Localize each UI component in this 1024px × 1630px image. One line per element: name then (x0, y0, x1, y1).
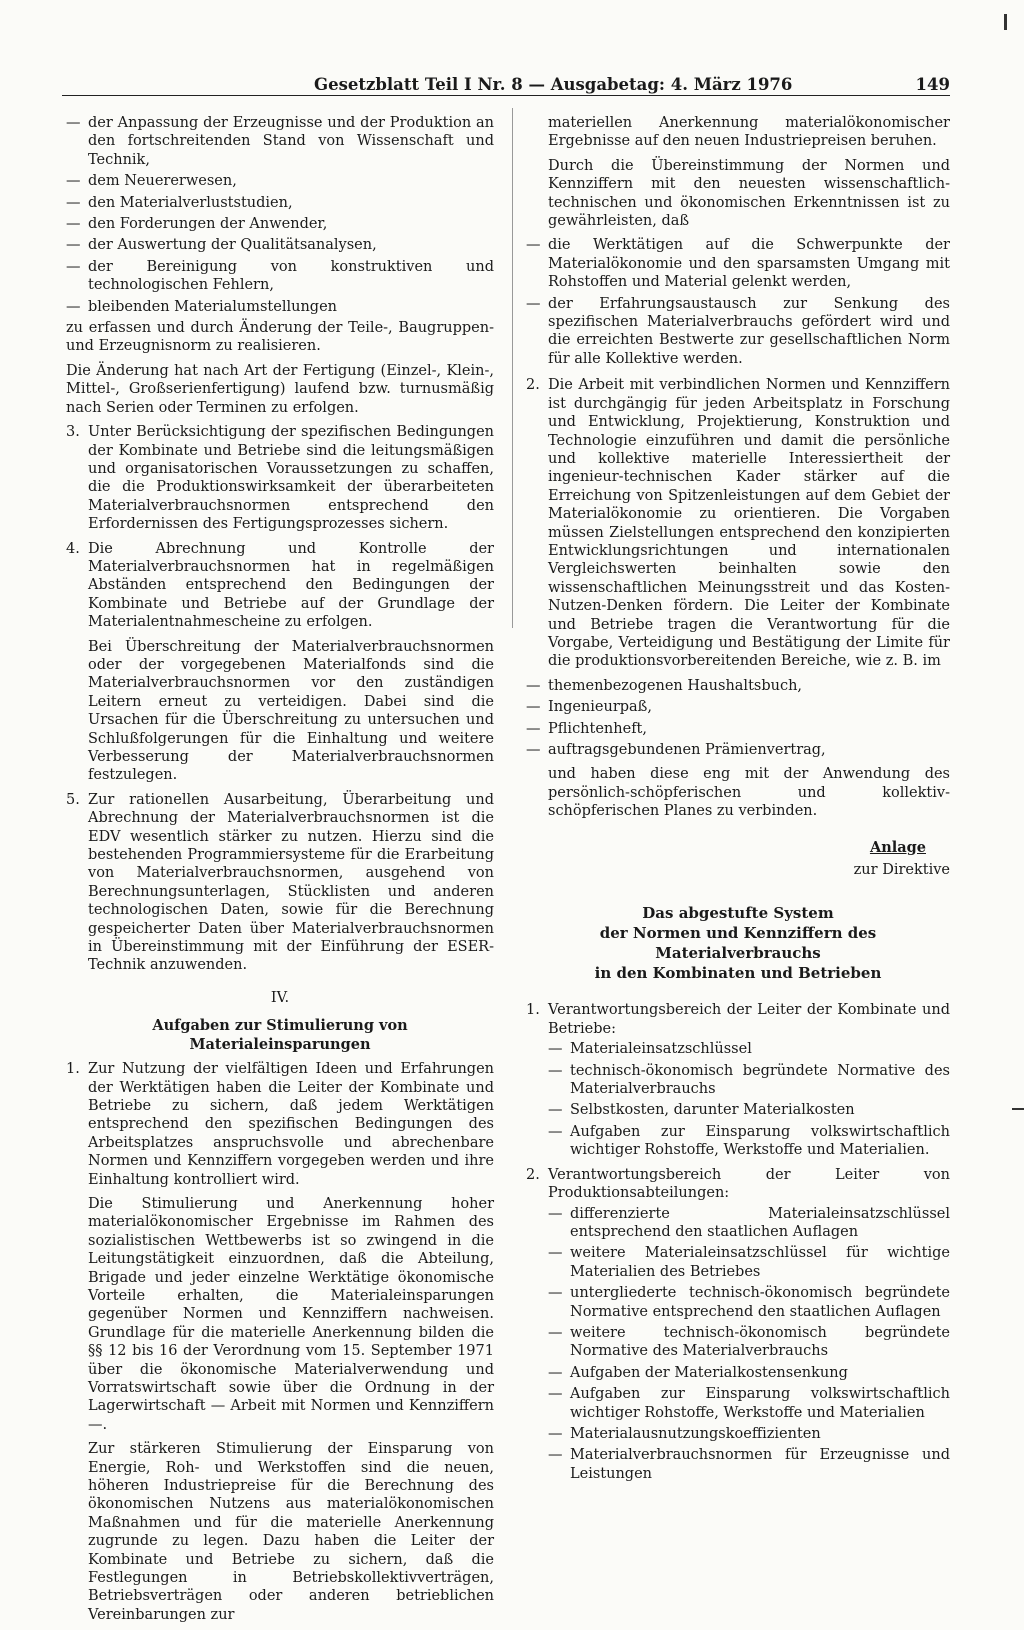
dash-marker: — (66, 194, 81, 211)
dash-marker: — (548, 1447, 563, 1464)
annex-title-line-2: der Normen und Kennziffern des Materialverbrauchs (599, 924, 877, 963)
dash-marker: — (548, 1285, 563, 1302)
intro-dash-item (66, 215, 494, 233)
continuation-dash-item (526, 236, 950, 291)
section-item-2-number: 2. (526, 377, 540, 394)
dash-marker: — (526, 699, 541, 716)
intro-dash-item (66, 236, 494, 254)
section-item-1 (66, 1060, 494, 1624)
annex-2-dash-item (548, 1244, 950, 1281)
annex-title (526, 903, 950, 983)
section-item-1-text-2: Die Stimulierung und Anerkennung hoher materialökonomischer Ergebnisse im Rahmen des sozialistischen Wettbewerbs ist so zwingend in die Leitungstätigkeit einzuordnen, daß die Abteilung, Brigade und jeder einzelne Werktätige ökonomische Vorteile erhalten, die Materialeinsparungen gegenüber Normen und Kennziffern nachweisen. Grundlage für die materielle Anerkennung bilden die §§ 12 bis 16 der Verordnung vom 15. September 1971 über die ökonomische Materialverwendung und Vorratswirtschaft sowie über die Ordnung in der Lagerwirtschaft — Arbeit mit Normen und Kennziffern —. (88, 1195, 494, 1433)
right-column (526, 114, 950, 1489)
item-4 (66, 540, 494, 785)
dash-marker: — (548, 1205, 563, 1222)
dash-marker: — (548, 1041, 563, 1058)
annex-item-2-title: Verantwortungsbereich der Leiter von Produktionsabteilungen: (548, 1166, 950, 1202)
annex-1-dash-item (548, 1040, 950, 1058)
section-item-1-text-3: Zur stärkeren Stimulierung der Einsparung von Energie, Roh- und Werkstoffen sind die neuen, höheren Industriepreise für die Berechnung des ökonomischen Nutzens aus materialökonomischen Maßnahmen und für die materielle Anerkennung zugrunde zu legen. Dazu haben die Leiter der Kombinate und Betriebe zu sichern, daß die Festlegungen in Betriebskollektivverträgen, Betriebsverträgen oder anderen betrieblichen Vereinbarungen zur (88, 1441, 494, 1623)
dash-marker: — (548, 1324, 563, 1341)
dash-marker: — (548, 1425, 563, 1442)
item-3 (66, 423, 494, 533)
dash-marker: — (66, 298, 81, 315)
item-3-number: 3. (66, 424, 80, 441)
annex-1-dash-item-text: technisch-ökonomisch begründete Normative des Materialverbrauchs (570, 1062, 950, 1098)
annex-2-dash-item-text: untergliederte technisch-ökonomisch begründete Normative entsprechend den staatlichen Auflagen (570, 1285, 950, 1320)
annex-1-dash-item (548, 1101, 950, 1119)
dash-marker: — (526, 295, 541, 312)
section-number: IV. (270, 989, 290, 1006)
section-item-2-dash-item-text: auftragsgebundenen Prämienvertrag, (548, 742, 826, 758)
continuation-block (526, 114, 950, 368)
section-item-2-dash-item (526, 741, 950, 759)
annex-item-1 (526, 1001, 950, 1159)
section-item-2-text-1: Die Arbeit mit verbindlichen Normen und Kennziffern ist durchgängig für jeden Arbeitsplatz in Forschung und Entwicklung, Projektierung, Konstruktion und Technologie einzuführen und damit die persönliche und kollektive materielle Interessiertheit der ingenieur-technischen Kader stärker auf die Erreichung von Spitzenleistungen auf dem Gebiet der Materialökonomie zu orientieren. Die Vorgaben müssen Zielstellungen entsprechend den konzipierten Entwicklungsrichtungen und internationalen Vergleichswerten beinhalten sowie den wissenschaftlichen Meinungsstreit und das Kosten-Nutzen-Denken fördern. Die Leiter der Kombinate und Betriebe tragen die Verantwortung für die Vorgabe, Verteidigung und Bestätigung der Limite für die produktionsvorbereitenden Bereiche, wie z. B. im (548, 377, 950, 670)
annex-item-2 (526, 1166, 950, 1484)
annex-item-1-number: 1. (526, 1002, 540, 1019)
intro-dash-item-text: den Materialverluststudien, (88, 194, 293, 211)
intro-dash-list (66, 114, 494, 316)
intro-dash-item-text: bleibenden Materialumstellungen (88, 298, 337, 315)
annex-2-dash-item (548, 1385, 950, 1422)
annex-2-dash-item-text: differenzierte Materialeinsatzschlüssel entsprechend den staatlichen Auflagen (570, 1205, 950, 1240)
header-rule (62, 95, 950, 96)
intro-paragraph-2: Die Änderung hat nach Art der Fertigung (Einzel-, Klein-, Mittel-, Großserienfertigung) laufend bzw. turnusmäßig nach Serien oder Terminen zu erfolgen. (66, 362, 494, 416)
continuation-dash-item-text: die Werktätigen auf die Schwerpunkte der Materialökonomie und den sparsamsten Umgang mit Rohstoffen und Material gelenkt werden, (548, 237, 950, 291)
intro-dash-item-text: dem Neuererwesen, (88, 173, 237, 190)
item-4-text-2: Bei Überschreitung der Materialverbrauchsnormen oder der vorgegebenen Materialfonds sind die Materialverbrauchsnormen vor den zuständigen Leitern erneut zu verteidigen. Dabei sind die Ursachen für die Überschreitung zu untersuchen und Schlußfolgerungen für die Einhaltung und weitere Verbesserung der Materialverbrauchsnormen festzulegen. (88, 638, 494, 784)
page-number: 149 (915, 75, 950, 94)
continuation-dash-item (526, 295, 950, 369)
section-item-2-text-2: und haben diese eng mit der Anwendung des persönlich-schöpferischen und kollektiv-schöpferischen Planes zu verbinden. (548, 766, 950, 820)
continuation-paragraph-1: materiellen Anerkennung materialökonomischer Ergebnisse auf den neuen Industriepreisen beruhen. (548, 115, 950, 150)
dash-marker: — (548, 1386, 563, 1403)
annex-1-dash-item (548, 1062, 950, 1099)
intro-dash-item-text: der Auswertung der Qualitätsanalysen, (88, 237, 377, 254)
dash-marker: — (66, 258, 81, 275)
section-item-2-dash-list (526, 677, 950, 760)
item-5-text: Zur rationellen Ausarbeitung, Überarbeitung und Abrechnung der Materialverbrauchsnormen ist die EDV wesentlich stärker zu nutzen. Hierzu sind die bestehenden Programmiersysteme für die Erarbeitung von Materialverbrauchsnormen, ausgehend von Berechnungsunterlagen, Stücklisten und anderen technologischen Daten, sowie für die Berechnung gespeicherter Daten über Materialverbrauchsnormen in Übereinstimmung mit der Einführung der ESER-Technik anzuwenden. (88, 791, 494, 974)
intro-dash-item (66, 258, 494, 295)
annex-2-dash-item (548, 1324, 950, 1361)
running-header (62, 74, 950, 96)
intro-dash-item-text: den Forderungen der Anwender, (88, 216, 328, 233)
left-column (66, 114, 494, 1630)
dash-marker: — (66, 115, 81, 131)
annex-2-dash-item (548, 1205, 950, 1242)
section-item-2-dash-item-text: Pflichtenheft, (548, 720, 647, 737)
dash-marker: — (526, 237, 541, 254)
dash-marker: — (548, 1245, 563, 1262)
item-4-text-1: Die Abrechnung und Kontrolle der Materialverbrauchsnormen hat in regelmäßigen Abständen entsprechend den Bedingungen der Kombinate und Betriebe auf der Grundlage der Materialentnahmescheine zu erfolgen. (88, 540, 494, 631)
annex-1-dash-item-text: Materialeinsatzschlüssel (570, 1041, 752, 1058)
annex-item-1-list (548, 1040, 950, 1159)
intro-dash-item-text: der Bereinigung von konstruktiven und technologischen Fehlern, (88, 258, 494, 294)
dash-marker: — (548, 1102, 563, 1119)
annex-2-dash-item (548, 1284, 950, 1321)
annex-2-dash-item-text: Aufgaben zur Einsparung volkswirtschaftlich wichtiger Rohstoffe, Werkstoffe und Materialien (570, 1386, 950, 1421)
annex-2-dash-item (548, 1446, 950, 1483)
section-item-1-number: 1. (66, 1061, 80, 1078)
scan-mark (1004, 14, 1007, 30)
section-title: Aufgaben zur Stimulierung von Materialeinsparungen (152, 1017, 408, 1053)
annex-item-2-list (548, 1205, 950, 1484)
intro-dash-item (66, 298, 494, 316)
annex-1-dash-item-text: Aufgaben zur Einsparung volkswirtschaftlich wichtiger Rohstoffe, Werkstoffe und Materialien. (570, 1123, 950, 1159)
item-5 (66, 791, 494, 975)
annex-item-1-title: Verantwortungsbereich der Leiter der Kombinate und Betriebe: (548, 1002, 950, 1037)
annex-2-dash-item-text: Materialausnutzungskoeffizienten (570, 1425, 821, 1442)
intro-paragraph-1: zu erfassen und durch Änderung der Teile-, Baugruppen- und Erzeugnisnorm zu realisieren. (66, 320, 494, 355)
dash-marker: — (526, 677, 541, 694)
dash-marker: — (526, 720, 541, 737)
annex-2-dash-item-text: Aufgaben der Materialkostensenkung (570, 1364, 848, 1381)
annex-2-dash-item-text: weitere Materialeinsatzschlüssel für wichtige Materialien des Betriebes (570, 1245, 950, 1280)
item-4-number: 4. (66, 540, 80, 557)
continuation-dash-list (526, 236, 950, 368)
continuation-paragraph-2: Durch die Übereinstimmung der Normen und Kennziffern mit den neuesten wissenschaftlich-technischen und ökonomischen Erkenntnissen ist zu gewährleisten, daß (548, 157, 950, 230)
intro-dash-item (66, 172, 494, 190)
annex-1-dash-item (548, 1123, 950, 1160)
section-item-2-dash-item (526, 698, 950, 716)
dash-marker: — (548, 1123, 563, 1140)
annex-title-line-1: Das abgestufte System (642, 904, 834, 923)
section-item-2-dash-item-text: Ingenieurpaß, (548, 699, 652, 716)
annex-label-block (526, 839, 950, 880)
item-3-text: Unter Berücksichtigung der spezifischen Bedingungen der Kombinate und Betriebe sind die leitungsmäßigen und organisatorischen Voraussetzungen zu schaffen, die die Produktionswirksamkeit der überarbeiteten Materialverbrauchsnormen entsprechend den Erfordernissen des Fertigungsprozesses sichern. (88, 424, 494, 533)
dash-marker: — (526, 742, 541, 758)
header-title: Gesetzblatt Teil I Nr. 8 — Ausgabetag: 4. März 1976 (314, 75, 793, 94)
scan-mark (1012, 1108, 1024, 1110)
annex-2-dash-item (548, 1364, 950, 1382)
column-separator (512, 108, 513, 628)
dash-marker: — (66, 237, 81, 254)
annex-item-2-number: 2. (526, 1166, 540, 1183)
dash-marker: — (66, 216, 81, 233)
annex-sub: zur Direktive (853, 862, 950, 879)
annex-2-dash-item-text: weitere technisch-ökonomisch begründete Normative des Materialverbrauchs (570, 1324, 950, 1360)
continuation-dash-item-text: der Erfahrungsaustausch zur Senkung des spezifischen Materialverbrauchs gefördert wird und die erreichten Bestwerte zur gesellschaftlichen Norm für alle Kollektive werden. (548, 295, 950, 367)
dash-marker: — (548, 1364, 563, 1381)
annex-2-dash-item (548, 1425, 950, 1443)
annex-1-dash-item-text: Selbstkosten, darunter Materialkosten (570, 1102, 855, 1119)
section-item-2-dash-item (526, 720, 950, 738)
section-item-2 (526, 376, 950, 820)
dash-marker: — (66, 173, 81, 190)
annex-title-line-3: in den Kombinaten und Betrieben (594, 964, 882, 983)
item-5-number: 5. (66, 791, 80, 808)
annex-2-dash-item-text: Materialverbrauchsnormen für Erzeugnisse und Leistungen (570, 1447, 950, 1482)
intro-dash-item-text: der Anpassung der Erzeugnisse und der Produktion an den fortschreitenden Stand von Wissenschaft und Technik, (88, 115, 494, 168)
section-item-2-dash-item (526, 677, 950, 695)
section-item-1-text-1: Zur Nutzung der vielfältigen Ideen und Erfahrungen der Werktätigen haben die Leiter der Kombinate und Betriebe zu sichern, daß jedem Werktätigen entsprechend den spezifischen Bedingungen des Arbeitsplatzes anspruchsvolle und abrechenbare Normen und Kennziffern vorgegeben werden und ihre Einhaltung kontrolliert wird. (88, 1061, 494, 1188)
dash-marker: — (548, 1062, 563, 1079)
section-item-2-dash-item-text: themenbezogenen Haushaltsbuch, (548, 677, 803, 694)
intro-dash-item (66, 114, 494, 169)
annex-label: Anlage (869, 838, 926, 856)
intro-dash-item (66, 194, 494, 212)
